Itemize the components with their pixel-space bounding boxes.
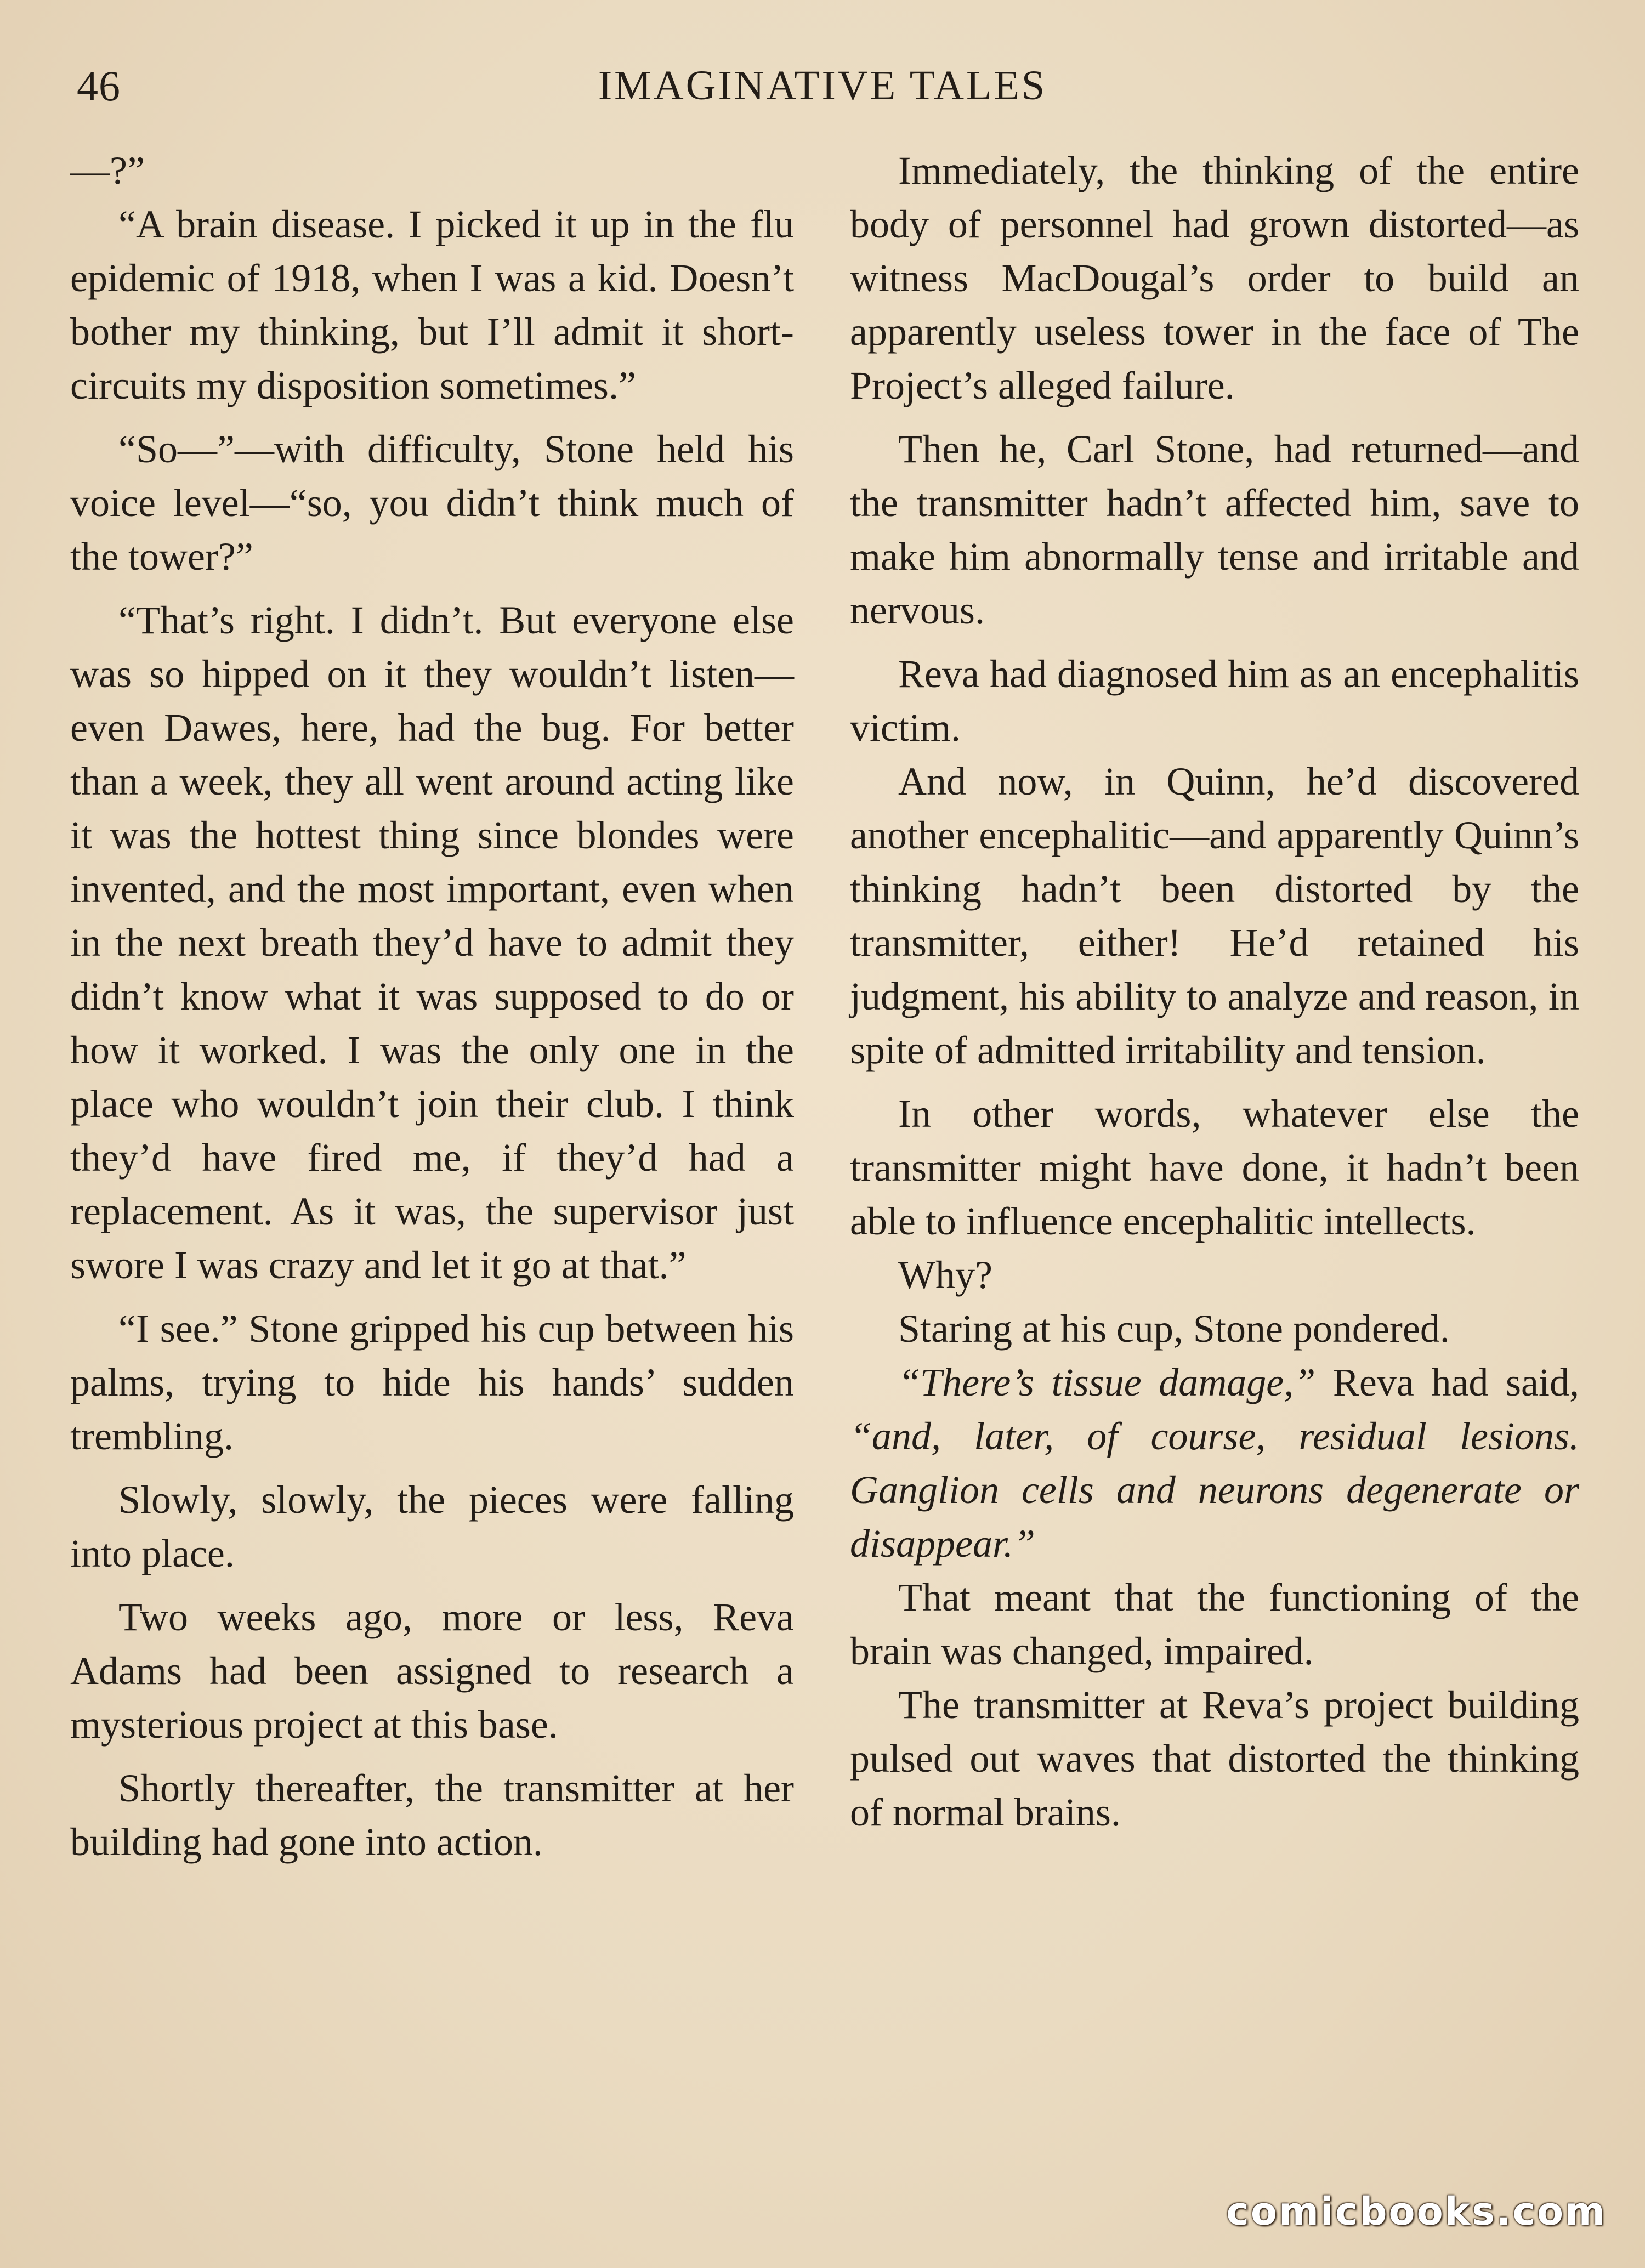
- paragraph: Shortly thereafter, the transmitter at her building had gone into action.: [70, 1766, 794, 1864]
- paragraph: That meant that the functioning of the brain was changed, impaired.: [850, 1575, 1579, 1673]
- quote-italic: “and, later, of course, residual lesions. Ganglion cells and neurons degenerate or disappear.”: [850, 1414, 1579, 1566]
- paragraph: The transmitter at Reva’s project building pulsed out waves that distorted the thinking of normal brains.: [850, 1683, 1579, 1834]
- left-column: [70, 144, 794, 1869]
- paragraph: Immediately, the thinking of the entire body of personnel had grown distorted—as witness MacDougal’s order to build an apparently useless tower in the face of The Project’s alleged failure.: [850, 149, 1579, 407]
- right-column: [850, 144, 1579, 1839]
- paragraph: —?”: [70, 149, 145, 192]
- paragraph: Reva had diagnosed him as an encephalitis victim.: [850, 652, 1579, 750]
- quote-italic: “There’s tissue damage,”: [898, 1360, 1316, 1404]
- paragraph: “A brain disease. I picked it up in the flu epidemic of 1918, when I was a kid. Doesn’t bother my thinking, but I’ll admit it short-circuits my disposition sometimes.”: [70, 202, 794, 407]
- watermark: comicbooks.com: [1226, 2189, 1607, 2234]
- paragraph: Slowly, slowly, the pieces were falling into place.: [70, 1478, 794, 1575]
- paragraph: “I see.” Stone gripped his cup between his palms, trying to hide his hands’ sudden trembling.: [70, 1307, 794, 1458]
- paragraph: Why?: [898, 1253, 992, 1297]
- paragraph: In other words, whatever else the transmitter might have done, it hadn’t been able to influence encephalitic intellects.: [850, 1092, 1579, 1243]
- paragraph: Two weeks ago, more or less, Reva Adams had been assigned to research a mysterious project at this base.: [70, 1595, 794, 1747]
- running-title: IMAGINATIVE TALES: [598, 63, 1047, 109]
- page-number: 46: [77, 62, 121, 110]
- quote-attribution: Reva had said,: [1315, 1360, 1580, 1404]
- paragraph: And now, in Quinn, he’d discovered another encephalitic—and apparently Quinn’s thinking hadn’t been distorted by the transmitter, either! He’d retained his judgment, his ability to analyze and reason, in spite of admitted irritability and tension.: [850, 759, 1579, 1072]
- paragraph: Staring at his cup, Stone pondered.: [898, 1307, 1450, 1351]
- paragraph: “So—”—with difficulty, Stone held his voice level—“so, you didn’t think much of the tower?”: [70, 427, 794, 579]
- paragraph: Then he, Carl Stone, had returned—and the transmitter hadn’t affected him, save to make him abnormally tense and irritable and nervous.: [850, 427, 1579, 632]
- paragraph: [850, 1356, 1579, 1570]
- paragraph: “That’s right. I didn’t. But everyone else was so hipped on it they wouldn’t listen—even Dawes, here, had the bug. For better than a week, they all went around acting like it was the hottest thing since blondes were invented, and the most important, even when in the next breath they’d have to admit they didn’t know what it was supposed to do or how it worked. I was the only one in the place who wouldn’t join their club. I think they’d have fired me, if they’d had a replacement. As it was, the supervisor just swore I was crazy and let it go at that.”: [70, 598, 794, 1287]
